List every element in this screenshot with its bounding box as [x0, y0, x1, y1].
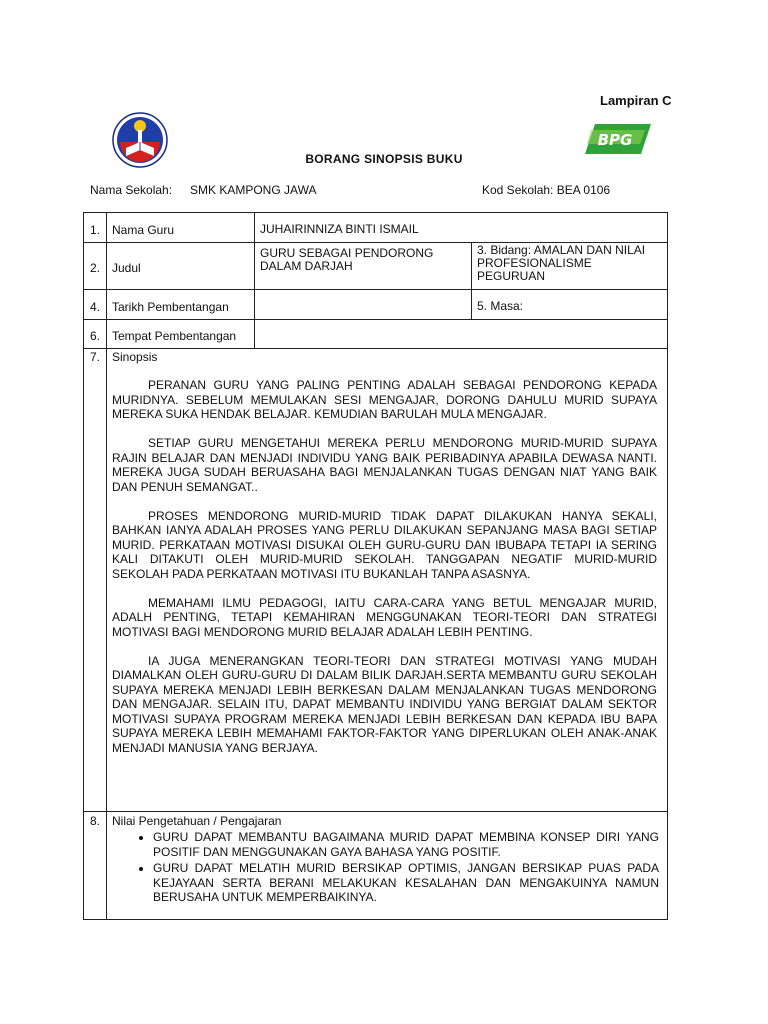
- nilai-item: • GURU DAPAT MELATIH MURID BERSIKAP OPTIMIS, JANGAN BERSIKAP PUAS PADA KEJAYAAN SERTA BERANI MELAKUKAN KESALAHAN DAN MENGAKUINYA NAMUN BERUSAHA UNTUK MEMPERBAIKINYA.: [153, 861, 659, 905]
- nilai-item: • GURU DAPAT MEMBANTU BAGAIMANA MURID DAPAT MEMBINA KONSEP DIRI YANG POSITIF DAN MENGGUNAKAN GAYA BAHASA YANG POSITIF.: [153, 830, 659, 859]
- sinopsis-paragraph: SETIAP GURU MENGETAHUI MEREKA PERLU MENDORONG MURID-MURID SUPAYA RAJIN BELAJAR DAN MENJADI INDIVIDU YANG BAIK PERIBADINYA APABILA DEWASA NANTI. MEREKA JUGA SUDAH BERUASAHA BAGI MENJALANKAN TUGAS DENGAN NIAT YANG BAIK DAN PENUH SEMANGAT..: [112, 436, 658, 494]
- nama-guru-label: Nama Guru: [107, 213, 255, 243]
- sinopsis-paragraph: MEMAHAMI ILMU PEDAGOGI, IAITU CARA-CARA YANG BETUL MENGAJAR MURID, ADALH PENTING, TETAPI KEMAHIRAN MENGGUNAKAN TEORI-TEORI DAN STRATEGI MOTIVASI BAGI MENDORONG MURID BELAJAR ADALAH LEBIH PENTING.: [112, 595, 658, 639]
- lampiran-label: Lampiran C: [600, 93, 672, 108]
- row-tempat: [84, 320, 668, 349]
- form-title: BORANG SINOPSIS BUKU: [305, 152, 463, 166]
- sinopsis-cell: [107, 349, 668, 812]
- bpg-logo: [585, 122, 651, 156]
- tempat-value[interactable]: [255, 320, 668, 349]
- sinopsis-paragraph: PERANAN GURU YANG PALING PENTING ADALAH SEBAGAI PENDORONG KEPADA MURIDNYA. SEBELUM MEMULAKAN SESI MENGAJAR, DORONG DAHULU MURID SUPAYA MEREKA SUKA HENDAK BELAJAR. KEMUDIAN BARULAH MULA MENGAJAR.: [112, 378, 658, 421]
- judul-label: Judul: [107, 243, 255, 290]
- school-code: Kod Sekolah: BEA 0106: [482, 183, 611, 197]
- sinopsis-body: [107, 378, 667, 755]
- tarikh-value[interactable]: [255, 290, 472, 320]
- row-judul: [84, 243, 668, 290]
- row-number: 8.: [84, 812, 107, 920]
- row-number: 1.: [84, 213, 107, 243]
- synopsis-form-table: [83, 212, 668, 920]
- nilai-list: [107, 830, 667, 905]
- sinopsis-label: Sinopsis: [112, 350, 158, 364]
- nilai-label: Nilai Pengetahuan / Pengajaran: [112, 814, 282, 828]
- row-nilai: [84, 812, 668, 920]
- masa-label: 5. Masa:: [472, 290, 668, 320]
- sinopsis-paragraph: PROSES MENDORONG MURID-MURID TIDAK DAPAT DILAKUKAN HANYA SEKALI, BAHKAN IANYA ADALAH PROSES YANG PERLU DILAKUKAN SEPANJANG MASA BAGI SETIAP MURID. PERKATAAN MOTIVASI DISUKAI OLEH GURU-GURU DAN IBUBAPA TETAPI IA SERING KALI DITAKUTI OLEH MURID-MURID SEKOLAH. TANGGAPAN NEGATIF MURID-MURID SEKOLAH PADA PERKATAAN MOTIVASI ITU BUKANLAH TANPA ASASNYA.: [112, 508, 658, 581]
- bidang-value: 3. Bidang: AMALAN DAN NILAI PROFESIONALISME PEGURUAN: [472, 243, 668, 290]
- tempat-label: Tempat Pembentangan: [107, 320, 255, 349]
- row-tarikh: [84, 290, 668, 320]
- row-number: 2.: [84, 243, 107, 290]
- row-sinopsis: [84, 349, 668, 812]
- row-number: 6.: [84, 320, 107, 349]
- row-nama-guru: [84, 213, 668, 243]
- nilai-cell: [107, 812, 668, 920]
- judul-value: GURU SEBAGAI PENDORONG DALAM DARJAH: [255, 243, 472, 290]
- school-name-label: Nama Sekolah:: [90, 183, 173, 197]
- row-number: 7.: [84, 349, 107, 812]
- sinopsis-paragraph: IA JUGA MENERANGKAN TEORI-TEORI DAN STRATEGI MOTIVASI YANG MUDAH DIAMALKAN OLEH GURU-GURU DI DALAM BILIK DARJAH.SERTA MEMBANTU GURU SEKOLAH SUPAYA MEREKA MENJADI LEBIH BERKESAN DALAM MENJALANKAN TUGAS MENDORONG DAN MENGAJAR. SELAIN ITU, DAPAT MEMBANTU INDIVIDU YANG BERGIAT DALAM SEKTOR MOTIVASI SUPAYA PROGRAM MEREKA MENJADI LEBIH BERKESAN DAN KEPADA IBU BAPA SUPAYA MEREKA LEBIH MEMAHAMI FAKTOR-FAKTOR YANG DIPERLUKAN OLEH ANAK-ANAK MENJADI MANUSIA YANG BERJAYA.: [112, 653, 658, 755]
- row-number: 4.: [84, 290, 107, 320]
- nama-guru-value: JUHAIRINNIZA BINTI ISMAIL: [255, 213, 668, 243]
- tarikh-label: Tarikh Pembentangan: [107, 290, 255, 320]
- school-name-value: SMK KAMPONG JAWA: [190, 183, 317, 197]
- bpg-logo-text: BPG: [597, 131, 633, 149]
